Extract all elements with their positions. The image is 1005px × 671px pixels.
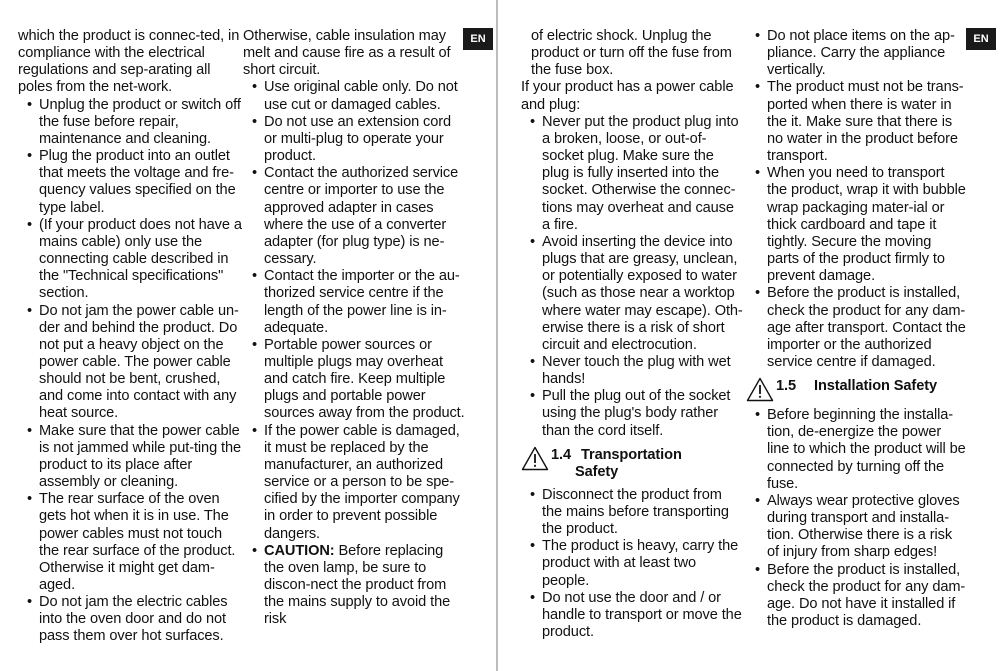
bullet-item: • Do not place items on the ap-pliance. Carry the appliance vertically.	[756, 28, 966, 79]
left-page-column-1	[18, 28, 243, 646]
language-tag: EN	[966, 28, 996, 50]
text-paragraph: of electric shock. Unplug the product or turn off the fuse from the fuse box.	[531, 28, 732, 79]
bullet-item: • Do not use the door and / or handle to transport or move the product.	[531, 590, 743, 641]
language-tag: EN	[463, 28, 493, 50]
bullet-item: • Portable power sources or multiple plugs may overheat and catch fire. Keep multiple plugs and portable power sources away from the product.	[253, 337, 465, 423]
bullet-item: • Avoid inserting the device into plugs that are greasy, unclean, or potentially exposed to water (such as those near a worktop where water may escape). Oth-erwise there is a risk of short circuit and electrocution.	[531, 234, 743, 354]
section-number: 1.5	[776, 378, 796, 395]
text-paragraph: Otherwise, cable insulation may melt and cause fire as a result of short circuit.	[243, 28, 451, 79]
section-heading-text	[776, 378, 937, 396]
bullet-item: • Never put the product plug into a broken, loose, or out-of-socket plug. Make sure the plug is fully inserted into the socket. Otherwise the connec-tions may overheat and cause a fire.	[531, 114, 743, 234]
section-number: 1.4	[551, 446, 571, 463]
warning-triangle-icon	[746, 377, 774, 402]
right-page-column-1	[521, 28, 743, 641]
bullet-item: • The rear surface of the oven gets hot when it is in use. The power cables must not touch the rear surface of the product. Otherwise it might get dam-aged.	[28, 491, 243, 594]
bullet-item: • If the power cable is damaged, it must be replaced by the manufacturer, an authorized service or a person to be spe-cified by the importer company in order to prevent possible dangers.	[253, 423, 465, 543]
bullet-item: • Make sure that the power cable is not jammed while put-ting the product to its place after assembly or cleaning.	[28, 423, 243, 492]
bullet-item: • Do not use an extension cord or multi-plug to operate your product.	[253, 114, 465, 165]
bullet-item: • Disconnect the product from the mains before transporting the product.	[531, 487, 743, 538]
bullet-item: • The product is heavy, carry the product with at least two people.	[531, 538, 743, 589]
section-title-line-2: Safety	[575, 464, 619, 481]
bullet-item: • Always wear protective gloves during transport and installa-tion. Otherwise there is a risk of injury from sharp edges!	[756, 493, 966, 562]
section-title-line-1: Transportation	[581, 446, 682, 463]
bullet-item: • Before beginning the installa-tion, de-energize the power line to which the product will be connected by turning off the fuse.	[756, 407, 966, 493]
right-page	[498, 0, 1005, 671]
bullet-item: • Plug the product into an outlet that meets the voltage and fre-quency values specified on the type label.	[28, 148, 243, 217]
caution-text: Before replacing the oven lamp, be sure to discon-nect the product from the mains supply to avoid the risk	[264, 542, 451, 628]
warning-triangle-icon	[521, 446, 549, 471]
caution-bullet	[253, 543, 465, 629]
bullet-item: • Do not jam the power cable un-der and behind the product. Do not put a heavy object on the power cable. The power cable should not be bent, crushed, and come into contact with any heat source.	[28, 303, 243, 423]
bullet-item: • Never touch the plug with wet hands!	[531, 354, 743, 388]
text-paragraph: which the product is connec-ted, in compliance with the electrical regulations and sep-arating all poles from the net-work.	[18, 28, 240, 96]
bullet-item: • Pull the plug out of the socket using the plug's body rather than the cord itself.	[531, 388, 743, 439]
bullet-item: • Contact the importer or the au-thorized service centre if the length of the power line is in-adequate.	[253, 268, 465, 337]
text-paragraph: If your product has a power cable and plug:	[521, 79, 734, 113]
right-page-column-2	[756, 28, 966, 630]
bullet-item: • When you need to transport the product, wrap it with bubble wrap packaging mater-ial or thick cardboard and tape it tightly. Secure the moving parts of the product firmly to prevent damage.	[756, 165, 966, 285]
bullet-item: • Use original cable only. Do not use cut or damaged cables.	[253, 79, 465, 113]
bullet-item: • Contact the authorized service centre or importer to use the approved adapter in cases where the use of a converter adapter (for plug type) is ne-cessary.	[253, 165, 465, 268]
left-page	[0, 0, 498, 671]
bullet-item: • The product must not be trans-ported when there is water in the it. Make sure that there is no water in the product before transport.	[756, 79, 966, 165]
bullet-item: • (If your product does not have a mains cable) only use the connecting cable described in the "Technical specifications" section.	[28, 217, 243, 303]
bullet-item: • Before the product is installed, check the product for any dam-age after transport. Contact the importer or the authorized service centre if damaged.	[756, 285, 966, 371]
section-title: Installation Safety	[814, 378, 937, 395]
section-heading-text	[551, 447, 682, 482]
caution-label: CAUTION:	[264, 542, 335, 559]
left-page-column-2	[243, 28, 465, 628]
bullet-item: • Unplug the product or switch off the fuse before repair, maintenance and cleaning.	[28, 97, 243, 148]
section-heading-1-5	[746, 378, 966, 402]
section-heading-1-4	[521, 447, 743, 482]
bullet-item: • Do not jam the electric cables into the oven door and do not pass them over hot surfaces.	[28, 594, 243, 645]
bullet-item: • Before the product is installed, check the product for any dam-age. Do not have it installed if the product is damaged.	[756, 562, 966, 631]
